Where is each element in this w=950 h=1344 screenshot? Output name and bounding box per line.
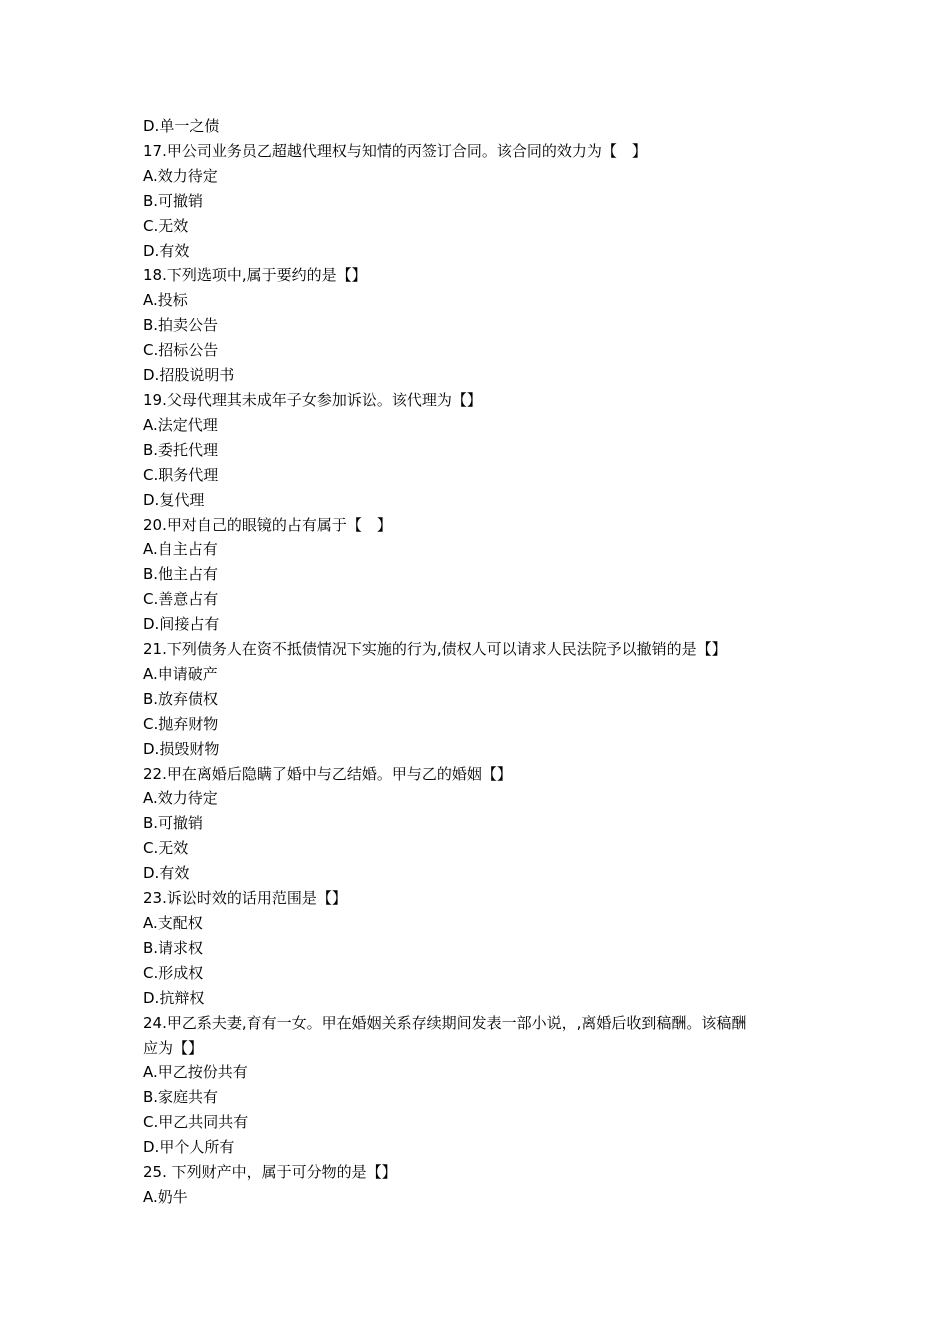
question-24: 24.甲乙系夫妻,育有一女。甲在婚姻关系存续期间发表一部小说，,离婚后收到稿酬。该稿酬 [143, 1013, 747, 1032]
option-line: C.善意占有 [143, 590, 219, 609]
option-line: B.家庭共有 [143, 1088, 219, 1107]
option-line: B.他主占有 [143, 565, 219, 584]
option-line: C.招标公告 [143, 341, 219, 360]
document-page [143, 114, 815, 1210]
option-line: B.拍卖公告 [143, 316, 219, 335]
option-line: D.损毁财物 [143, 739, 220, 758]
option-line: B.可撤销 [143, 814, 204, 833]
option-line: A.法定代理 [143, 415, 218, 434]
question-23: 23.诉讼时效的话用范围是【】 [143, 889, 347, 908]
question-18: 18.下列选项中,属于要约的是【】 [143, 266, 367, 285]
option-line: A.自主占有 [143, 540, 218, 559]
option-line: B.放弃债权 [143, 689, 219, 708]
question-17: 17.甲公司业务员乙超越代理权与知情的丙签订合同。该合同的效力为【 】 [143, 141, 647, 160]
option-line: D.有效 [143, 241, 190, 260]
option-line: D.抗辩权 [143, 988, 205, 1007]
option-line: C.无效 [143, 839, 189, 858]
option-line: C.抛弃财物 [143, 714, 219, 733]
option-line: D.甲个人所有 [143, 1138, 235, 1157]
option-line: D.有效 [143, 864, 190, 883]
option-line: A.申请破产 [143, 664, 218, 683]
option-line: B.请求权 [143, 938, 204, 957]
question-24-continued: 应为【】 [143, 1038, 204, 1057]
option-line: C.无效 [143, 216, 189, 235]
option-line: A.支配权 [143, 914, 203, 932]
option-line: A.效力待定 [143, 789, 218, 808]
option-line: C.形成权 [143, 963, 204, 982]
option-line: D.间接占有 [143, 615, 220, 634]
question-22: 22.甲在离婚后隐瞒了婚中与乙结婚。甲与乙的婚姻【】 [143, 764, 512, 783]
option-line: D.复代理 [143, 490, 205, 509]
option-line: B.可撤销 [143, 191, 204, 210]
question-21: 21.下列债务人在资不抵债情况下实施的行为,债权人可以请求人民法院予以撤销的是【】 [143, 640, 727, 659]
option-line: D.招股说明书 [143, 366, 235, 385]
question-19: 19.父母代理其未成年子女参加诉讼。该代理为【】 [143, 390, 482, 409]
option-line: D.单一之债 [143, 117, 220, 135]
option-line: B.委托代理 [143, 440, 219, 459]
option-line: C.甲乙共同共有 [143, 1113, 249, 1132]
option-line: C.职务代理 [143, 465, 219, 484]
option-line: A.投标 [143, 291, 188, 310]
option-line: A.甲乙按份共有 [143, 1063, 248, 1082]
question-25: 25. 下列财产中，属于可分物的是【】 [143, 1163, 397, 1182]
question-20: 20.甲对自己的眼镜的占有属于【 】 [143, 515, 392, 534]
option-line: A.效力待定 [143, 166, 218, 185]
option-line: A.奶牛 [143, 1187, 188, 1206]
